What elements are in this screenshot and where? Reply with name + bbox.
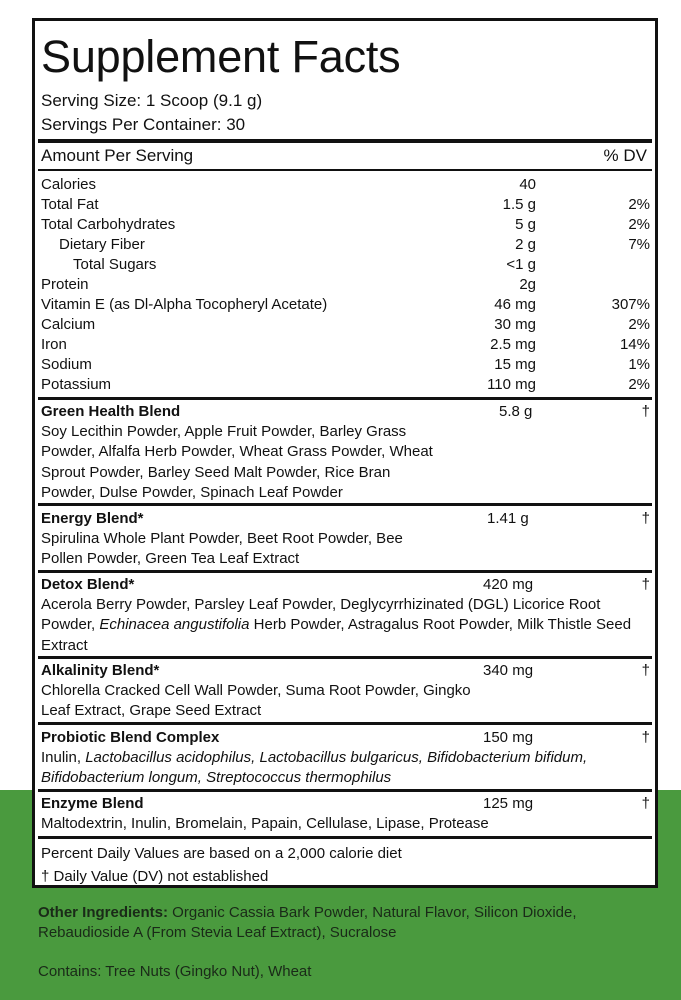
- nutrient-name: Sodium: [41, 356, 92, 373]
- nutrient-name: Iron: [41, 336, 67, 353]
- nutrient-row: [41, 215, 650, 235]
- nutrient-row: [41, 275, 650, 295]
- nutrient-amount: 15 mg: [494, 356, 536, 373]
- other-ingredients-text: Organic Cassia Bark Powder, Natural Flavor, Silicon Dioxide, Rebaudioside A (From Stevia Leaf Extract), Sucralose: [38, 904, 577, 941]
- other-ingredients: [38, 903, 648, 943]
- blend-name: Detox Blend*: [41, 576, 135, 593]
- nutrient-amount: 1.5 g: [502, 196, 536, 213]
- blend-rule: [38, 789, 652, 792]
- nutrient-name: Total Carbohydrates: [41, 216, 176, 233]
- blend-ingredients: Maltodextrin, Inulin, Bromelain, Papain, Cellulase, Lipase, Protease: [41, 815, 489, 832]
- blend-dv: †: [641, 729, 650, 746]
- nutrient-row: [41, 235, 650, 255]
- header-rule: [38, 169, 652, 171]
- blend-name: Green Health Blend: [41, 403, 181, 420]
- blend-rule: [38, 570, 652, 573]
- dagger-footnote: † Daily Value (DV) not established: [41, 868, 269, 885]
- nutrient-dv: 1%: [628, 356, 650, 373]
- nutrient-row: [41, 175, 650, 195]
- daily-values-footnote: Percent Daily Values are based on a 2,000 calorie diet: [41, 845, 402, 862]
- blend-amount: 150 mg: [483, 729, 534, 746]
- blend-name: Energy Blend*: [41, 510, 144, 527]
- ingredients-italic-text: Echinacea angustifolia: [99, 616, 250, 634]
- blend-rule: [38, 722, 652, 725]
- nutrient-row: [41, 195, 650, 215]
- nutrient-amount: 5 g: [515, 216, 536, 233]
- blend-ingredients: [41, 595, 649, 656]
- nutrient-amount: 2g: [519, 276, 536, 293]
- blend-amount: 340 mg: [483, 662, 534, 679]
- servings-per-container: Servings Per Container: 30: [41, 115, 246, 134]
- blend-ingredients: Soy Lecithin Powder, Apple Fruit Powder, Barley Grass Powder, Alfalfa Herb Powder, Wheat Grass Powder, Wheat Sprout Powder, Barley Seed Malt Powder, Rice Bran Powder, Dulse Powder, Spinach Leaf Powder: [41, 423, 433, 501]
- thick-rule: [38, 139, 652, 143]
- nutrient-amount: 40: [519, 176, 536, 193]
- nutrient-dv: 2%: [628, 376, 650, 393]
- blend-amount: 420 mg: [483, 576, 534, 593]
- nutrient-row: [41, 355, 650, 375]
- nutrient-row: [41, 335, 650, 355]
- panel-title: Supplement Facts: [41, 31, 401, 82]
- blend-amount: 5.8 g: [499, 403, 533, 420]
- nutrient-row: [41, 295, 650, 315]
- blend-dv: †: [641, 403, 650, 420]
- nutrient-name: Dietary Fiber: [59, 236, 145, 253]
- ingredients-text: Herb Powder, Astragalus Root Powder, Milk Thistle Seed Extract: [41, 616, 632, 654]
- blend-dv: †: [641, 795, 650, 812]
- allergen-statement: Contains: Tree Nuts (Gingko Nut), Wheat: [38, 963, 312, 980]
- nutrient-dv: 14%: [619, 336, 650, 353]
- ingredients-text: Inulin,: [41, 749, 86, 766]
- nutrient-name: Vitamin E (as Dl-Alpha Tocopheryl Acetate): [41, 296, 328, 313]
- nutrient-name: Total Sugars: [73, 256, 157, 273]
- blend-amount: 1.41 g: [487, 510, 529, 527]
- nutrient-row: [41, 315, 650, 335]
- dv-header-label: % DV: [603, 146, 647, 165]
- nutrient-name: Calcium: [41, 316, 96, 333]
- nutrient-dv: 307%: [611, 296, 650, 313]
- blend-dv: †: [641, 662, 650, 679]
- footnote-rule: [38, 836, 652, 839]
- nutrient-row: [41, 375, 650, 395]
- blend-dv: †: [641, 510, 650, 527]
- blend-name: Probiotic Blend Complex: [41, 729, 220, 746]
- blend-rule: [38, 397, 652, 400]
- blend-name: Enzyme Blend: [41, 795, 144, 812]
- other-ingredients-label: Other Ingredients:: [38, 904, 169, 921]
- blend-rule: [38, 656, 652, 659]
- nutrient-dv: 2%: [628, 316, 650, 333]
- serving-size: Serving Size: 1 Scoop (9.1 g): [41, 91, 263, 110]
- nutrient-name: Total Fat: [41, 196, 99, 213]
- blend-ingredients: Chlorella Cracked Cell Wall Powder, Suma Root Powder, Gingko Leaf Extract, Grape Seed Extract: [41, 682, 471, 720]
- nutrient-amount: 110 mg: [487, 376, 536, 393]
- nutrient-dv: 7%: [628, 236, 650, 253]
- blend-ingredients: Spirulina Whole Plant Powder, Beet Root Powder, Bee Pollen Powder, Green Tea Leaf Extract: [41, 530, 403, 568]
- ingredients-italic-text: Lactobacillus acidophilus, Lactobacillus bulgaricus, Bifidobacterium bifidum, Bifidobacterium longum, Streptococcus thermophilus: [41, 749, 588, 787]
- blend-dv: †: [641, 576, 650, 593]
- blend-amount: 125 mg: [483, 795, 534, 812]
- blend-ingredients: [41, 748, 649, 789]
- blend-rule: [38, 503, 652, 506]
- nutrient-amount: 2.5 mg: [490, 336, 536, 353]
- nutrient-name: Protein: [41, 276, 89, 293]
- nutrient-amount: 46 mg: [494, 296, 536, 313]
- amount-per-serving-label: Amount Per Serving: [41, 146, 194, 165]
- nutrient-dv: 2%: [628, 216, 650, 233]
- supplement-facts-panel: [32, 18, 658, 888]
- nutrient-dv: 2%: [628, 196, 650, 213]
- nutrient-name: Calories: [41, 176, 97, 193]
- nutrient-row: [41, 255, 650, 275]
- nutrient-amount: <1 g: [506, 256, 536, 273]
- blend-name: Alkalinity Blend*: [41, 662, 160, 679]
- ingredients-text: Acerola Berry Powder, Parsley Leaf Powder, Deglycyrrhizinated (DGL) Licorice Root Powder,: [41, 596, 601, 634]
- nutrient-amount: 30 mg: [494, 316, 536, 333]
- nutrient-name: Potassium: [41, 376, 112, 393]
- nutrient-amount: 2 g: [515, 236, 536, 253]
